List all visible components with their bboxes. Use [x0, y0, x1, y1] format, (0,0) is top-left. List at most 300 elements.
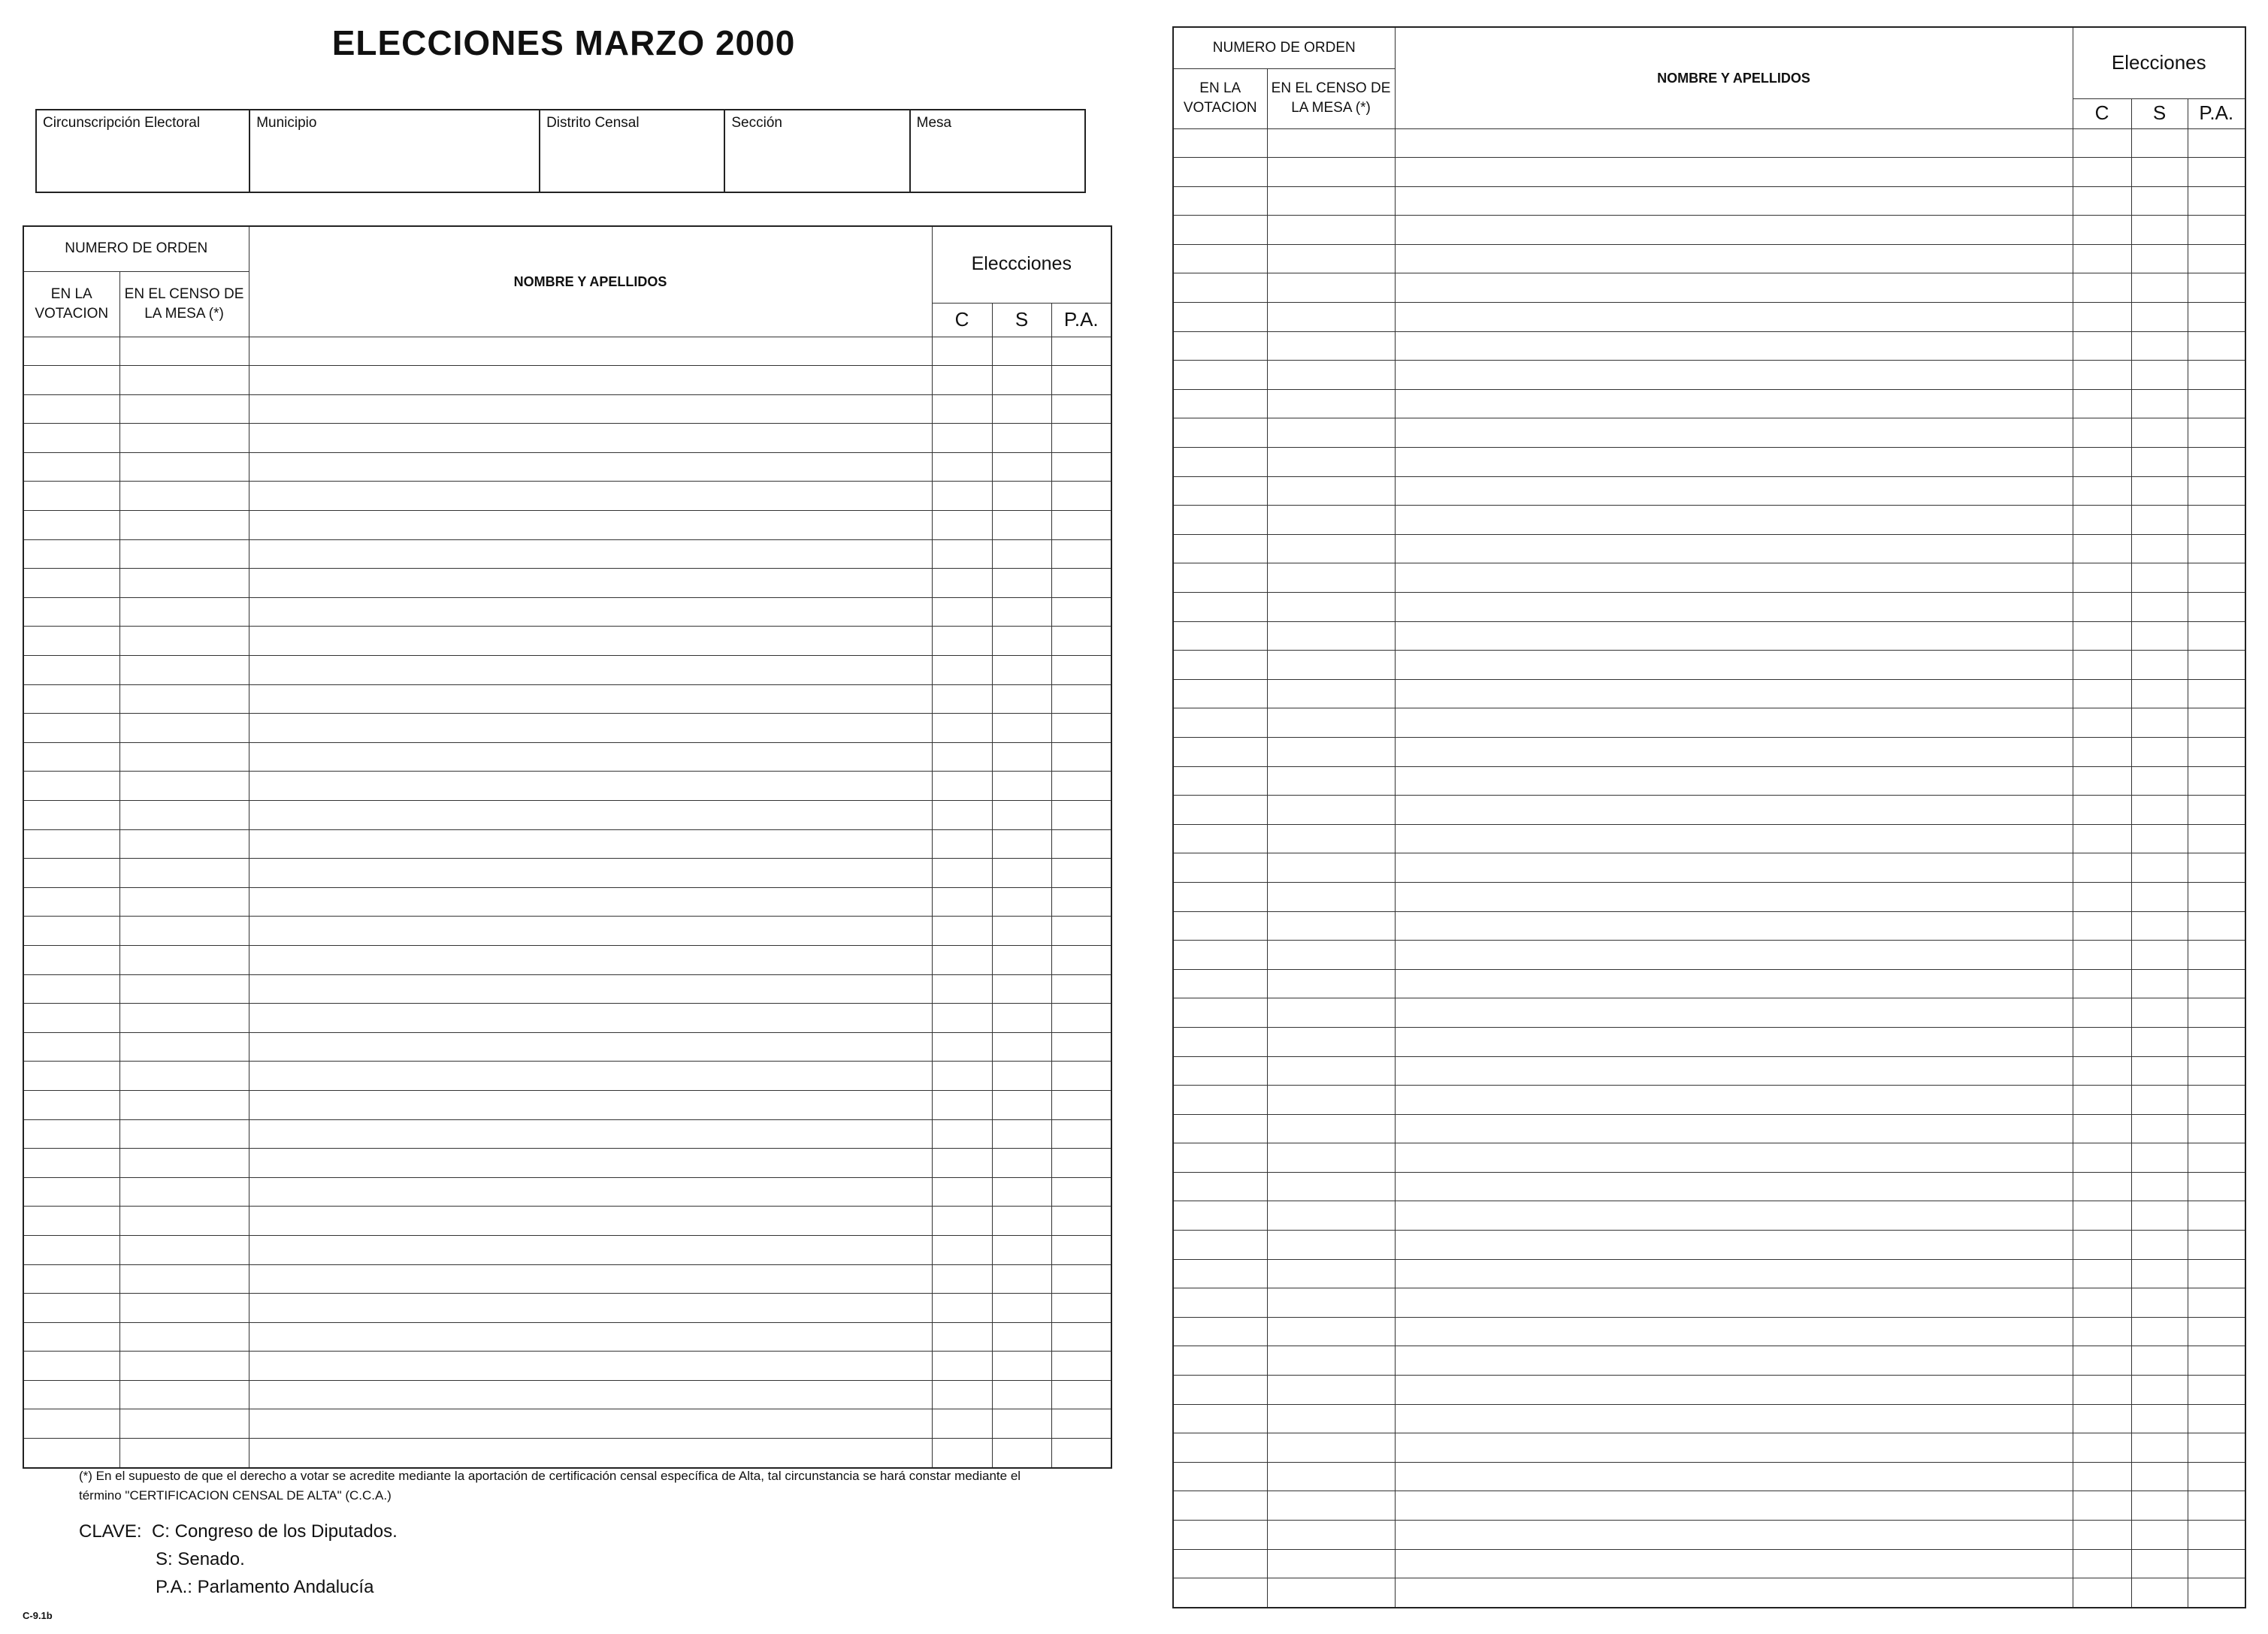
- register-cell[interactable]: [992, 801, 1051, 830]
- register-cell[interactable]: [2073, 128, 2131, 158]
- register-cell[interactable]: [249, 1294, 932, 1323]
- register-cell[interactable]: [932, 945, 992, 974]
- register-cell[interactable]: [2131, 796, 2188, 825]
- register-cell[interactable]: [1173, 1521, 1267, 1550]
- register-cell[interactable]: [119, 1380, 249, 1409]
- register-cell[interactable]: [2188, 1056, 2245, 1086]
- register-cell[interactable]: [2131, 593, 2188, 622]
- register-cell[interactable]: [2188, 506, 2245, 535]
- register-cell[interactable]: [932, 1294, 992, 1323]
- register-cell[interactable]: [1267, 1056, 1395, 1086]
- register-cell[interactable]: [1267, 158, 1395, 187]
- register-cell[interactable]: [119, 829, 249, 859]
- register-cell[interactable]: [1173, 621, 1267, 651]
- register-cell[interactable]: [1395, 1521, 2073, 1550]
- register-cell[interactable]: [2073, 651, 2131, 680]
- register-cell[interactable]: [2073, 563, 2131, 593]
- register-cell[interactable]: [23, 1207, 119, 1236]
- register-cell[interactable]: [2131, 1404, 2188, 1433]
- register-cell[interactable]: [2188, 621, 2245, 651]
- register-cell[interactable]: [1051, 887, 1111, 917]
- register-cell[interactable]: [992, 945, 1051, 974]
- register-cell[interactable]: [2188, 448, 2245, 477]
- register-cell[interactable]: [1267, 216, 1395, 245]
- register-cell[interactable]: [23, 1322, 119, 1352]
- register-cell[interactable]: [2131, 621, 2188, 651]
- register-cell[interactable]: [1051, 1235, 1111, 1264]
- register-cell[interactable]: [1395, 1346, 2073, 1376]
- register-cell[interactable]: [2188, 737, 2245, 766]
- register-cell[interactable]: [1395, 506, 2073, 535]
- register-cell[interactable]: [1173, 418, 1267, 448]
- register-cell[interactable]: [2131, 1027, 2188, 1056]
- register-cell[interactable]: [992, 597, 1051, 627]
- register-cell[interactable]: [1173, 911, 1267, 941]
- register-cell[interactable]: [1173, 766, 1267, 796]
- register-cell[interactable]: [992, 1090, 1051, 1119]
- register-cell[interactable]: [1173, 1376, 1267, 1405]
- register-cell[interactable]: [2188, 1317, 2245, 1346]
- register-cell[interactable]: [119, 482, 249, 511]
- register-cell[interactable]: [2073, 1404, 2131, 1433]
- register-cell[interactable]: [992, 1294, 1051, 1323]
- register-cell[interactable]: [2188, 1231, 2245, 1260]
- register-cell[interactable]: [1173, 998, 1267, 1028]
- register-cell[interactable]: [1267, 824, 1395, 853]
- register-cell[interactable]: [249, 917, 932, 946]
- register-cell[interactable]: [1267, 1578, 1395, 1608]
- register-cell[interactable]: [2131, 506, 2188, 535]
- register-cell[interactable]: [2131, 1433, 2188, 1463]
- register-cell[interactable]: [119, 714, 249, 743]
- register-cell[interactable]: [1395, 969, 2073, 998]
- register-cell[interactable]: [119, 539, 249, 569]
- register-cell[interactable]: [1395, 651, 2073, 680]
- register-cell[interactable]: [932, 1119, 992, 1149]
- register-cell[interactable]: [992, 569, 1051, 598]
- register-cell[interactable]: [992, 394, 1051, 424]
- register-cell[interactable]: [1395, 593, 2073, 622]
- register-cell[interactable]: [1395, 158, 2073, 187]
- register-cell[interactable]: [119, 945, 249, 974]
- register-cell[interactable]: [249, 801, 932, 830]
- register-cell[interactable]: [249, 1004, 932, 1033]
- register-cell[interactable]: [119, 1294, 249, 1323]
- register-cell[interactable]: [1267, 1404, 1395, 1433]
- register-cell[interactable]: [23, 772, 119, 801]
- register-cell[interactable]: [23, 1352, 119, 1381]
- register-cell[interactable]: [249, 539, 932, 569]
- register-cell[interactable]: [2188, 361, 2245, 390]
- register-cell[interactable]: [992, 1235, 1051, 1264]
- register-cell[interactable]: [1173, 1578, 1267, 1608]
- register-cell[interactable]: [2073, 216, 2131, 245]
- register-cell[interactable]: [1173, 941, 1267, 970]
- register-cell[interactable]: [2131, 1578, 2188, 1608]
- register-cell[interactable]: [1395, 1027, 2073, 1056]
- register-cell[interactable]: [1395, 1056, 2073, 1086]
- register-cell[interactable]: [1267, 593, 1395, 622]
- register-cell[interactable]: [1173, 361, 1267, 390]
- register-cell[interactable]: [2188, 1086, 2245, 1115]
- register-cell[interactable]: [1267, 998, 1395, 1028]
- register-cell[interactable]: [249, 1352, 932, 1381]
- register-cell[interactable]: [932, 337, 992, 366]
- register-cell[interactable]: [1051, 945, 1111, 974]
- register-cell[interactable]: [1267, 303, 1395, 332]
- register-cell[interactable]: [23, 569, 119, 598]
- register-cell[interactable]: [1051, 1062, 1111, 1091]
- register-cell[interactable]: [1173, 679, 1267, 708]
- register-cell[interactable]: [1173, 534, 1267, 563]
- register-cell[interactable]: [249, 627, 932, 656]
- register-cell[interactable]: [2073, 824, 2131, 853]
- register-cell[interactable]: [249, 714, 932, 743]
- register-cell[interactable]: [23, 1062, 119, 1091]
- register-cell[interactable]: [932, 887, 992, 917]
- register-cell[interactable]: [2188, 1027, 2245, 1056]
- register-cell[interactable]: [992, 1322, 1051, 1352]
- register-cell[interactable]: [1051, 1352, 1111, 1381]
- register-cell[interactable]: [119, 684, 249, 714]
- register-cell[interactable]: [1051, 714, 1111, 743]
- register-cell[interactable]: [1173, 158, 1267, 187]
- register-cell[interactable]: [1267, 708, 1395, 738]
- register-cell[interactable]: [1267, 1491, 1395, 1521]
- register-cell[interactable]: [1267, 244, 1395, 273]
- register-cell[interactable]: [2131, 158, 2188, 187]
- register-cell[interactable]: [1395, 1143, 2073, 1173]
- register-cell[interactable]: [249, 366, 932, 395]
- register-cell[interactable]: [2073, 361, 2131, 390]
- register-cell[interactable]: [2188, 679, 2245, 708]
- register-cell[interactable]: [2073, 1288, 2131, 1318]
- register-cell[interactable]: [2073, 708, 2131, 738]
- register-cell[interactable]: [2131, 1462, 2188, 1491]
- register-cell[interactable]: [992, 1380, 1051, 1409]
- register-cell[interactable]: [2073, 1376, 2131, 1405]
- register-cell[interactable]: [1051, 772, 1111, 801]
- register-cell[interactable]: [2073, 303, 2131, 332]
- register-cell[interactable]: [2073, 331, 2131, 361]
- register-cell[interactable]: [992, 1264, 1051, 1294]
- register-cell[interactable]: [1267, 853, 1395, 883]
- register-cell[interactable]: [2131, 1231, 2188, 1260]
- register-cell[interactable]: [992, 742, 1051, 772]
- register-cell[interactable]: [1395, 418, 2073, 448]
- register-cell[interactable]: [2131, 1172, 2188, 1201]
- register-cell[interactable]: [2131, 1288, 2188, 1318]
- register-cell[interactable]: [2073, 476, 2131, 506]
- register-cell[interactable]: [1173, 882, 1267, 911]
- register-cell[interactable]: [1051, 656, 1111, 685]
- register-cell[interactable]: [119, 859, 249, 888]
- register-cell[interactable]: [1051, 1380, 1111, 1409]
- register-cell[interactable]: [2073, 796, 2131, 825]
- register-cell[interactable]: [932, 394, 992, 424]
- register-cell[interactable]: [2131, 911, 2188, 941]
- register-cell[interactable]: [932, 1004, 992, 1033]
- register-cell[interactable]: [1395, 1491, 2073, 1521]
- register-cell[interactable]: [119, 1207, 249, 1236]
- register-cell[interactable]: [249, 597, 932, 627]
- register-cell[interactable]: [119, 1439, 249, 1468]
- register-cell[interactable]: [2188, 1549, 2245, 1578]
- register-cell[interactable]: [23, 714, 119, 743]
- register-cell[interactable]: [119, 627, 249, 656]
- register-cell[interactable]: [932, 1352, 992, 1381]
- register-cell[interactable]: [1173, 1404, 1267, 1433]
- register-cell[interactable]: [249, 1380, 932, 1409]
- register-cell[interactable]: [119, 887, 249, 917]
- register-cell[interactable]: [2131, 244, 2188, 273]
- register-cell[interactable]: [1395, 186, 2073, 216]
- register-cell[interactable]: [1051, 394, 1111, 424]
- register-cell[interactable]: [1267, 331, 1395, 361]
- register-cell[interactable]: [2131, 1376, 2188, 1405]
- register-cell[interactable]: [2131, 824, 2188, 853]
- register-cell[interactable]: [249, 742, 932, 772]
- register-cell[interactable]: [1051, 859, 1111, 888]
- register-cell[interactable]: [119, 1235, 249, 1264]
- register-cell[interactable]: [1267, 882, 1395, 911]
- register-cell[interactable]: [992, 1207, 1051, 1236]
- register-cell[interactable]: [2073, 1521, 2131, 1550]
- register-cell[interactable]: [2188, 969, 2245, 998]
- register-cell[interactable]: [1173, 593, 1267, 622]
- register-cell[interactable]: [2188, 534, 2245, 563]
- register-cell[interactable]: [249, 394, 932, 424]
- register-cell[interactable]: [932, 829, 992, 859]
- register-cell[interactable]: [1395, 534, 2073, 563]
- register-cell[interactable]: [932, 452, 992, 482]
- register-cell[interactable]: [2073, 534, 2131, 563]
- register-cell[interactable]: [992, 656, 1051, 685]
- register-cell[interactable]: [2131, 331, 2188, 361]
- register-cell[interactable]: [1395, 476, 2073, 506]
- register-cell[interactable]: [932, 1090, 992, 1119]
- register-cell[interactable]: [1173, 128, 1267, 158]
- register-cell[interactable]: [2073, 1027, 2131, 1056]
- register-cell[interactable]: [2188, 1114, 2245, 1143]
- register-cell[interactable]: [992, 684, 1051, 714]
- register-cell[interactable]: [2188, 1259, 2245, 1288]
- register-cell[interactable]: [1395, 389, 2073, 418]
- register-cell[interactable]: [1395, 361, 2073, 390]
- register-cell[interactable]: [2188, 1346, 2245, 1376]
- register-cell[interactable]: [249, 569, 932, 598]
- register-cell[interactable]: [2131, 998, 2188, 1028]
- register-cell[interactable]: [1267, 796, 1395, 825]
- register-cell[interactable]: [1267, 969, 1395, 998]
- register-cell[interactable]: [249, 887, 932, 917]
- register-cell[interactable]: [992, 829, 1051, 859]
- register-cell[interactable]: [1051, 597, 1111, 627]
- register-cell[interactable]: [23, 801, 119, 830]
- register-cell[interactable]: [249, 1119, 932, 1149]
- register-cell[interactable]: [992, 511, 1051, 540]
- register-cell[interactable]: [1395, 941, 2073, 970]
- register-cell[interactable]: [2073, 158, 2131, 187]
- register-cell[interactable]: [1395, 796, 2073, 825]
- register-cell[interactable]: [1267, 621, 1395, 651]
- register-cell[interactable]: [932, 1439, 992, 1468]
- register-cell[interactable]: [249, 511, 932, 540]
- register-cell[interactable]: [932, 627, 992, 656]
- register-cell[interactable]: [2188, 593, 2245, 622]
- register-cell[interactable]: [1267, 476, 1395, 506]
- register-cell[interactable]: [992, 627, 1051, 656]
- register-cell[interactable]: [932, 656, 992, 685]
- register-cell[interactable]: [1395, 563, 2073, 593]
- register-cell[interactable]: [1173, 448, 1267, 477]
- register-cell[interactable]: [2073, 418, 2131, 448]
- register-cell[interactable]: [2073, 273, 2131, 303]
- register-cell[interactable]: [119, 1322, 249, 1352]
- register-cell[interactable]: [1395, 824, 2073, 853]
- register-cell[interactable]: [2131, 128, 2188, 158]
- register-cell[interactable]: [1395, 1172, 2073, 1201]
- register-cell[interactable]: [1395, 273, 2073, 303]
- register-cell[interactable]: [2073, 506, 2131, 535]
- register-cell[interactable]: [23, 742, 119, 772]
- register-cell[interactable]: [1051, 1119, 1111, 1149]
- register-cell[interactable]: [1267, 651, 1395, 680]
- register-cell[interactable]: [249, 829, 932, 859]
- register-cell[interactable]: [2131, 969, 2188, 998]
- register-cell[interactable]: [992, 1004, 1051, 1033]
- register-cell[interactable]: [2131, 216, 2188, 245]
- field-municipio[interactable]: Municipio: [250, 110, 540, 192]
- register-cell[interactable]: [119, 801, 249, 830]
- register-cell[interactable]: [1173, 563, 1267, 593]
- register-cell[interactable]: [23, 1004, 119, 1033]
- register-cell[interactable]: [1267, 737, 1395, 766]
- register-cell[interactable]: [932, 539, 992, 569]
- register-cell[interactable]: [23, 539, 119, 569]
- register-cell[interactable]: [249, 1409, 932, 1439]
- register-cell[interactable]: [1267, 911, 1395, 941]
- register-cell[interactable]: [1267, 448, 1395, 477]
- register-cell[interactable]: [932, 569, 992, 598]
- register-cell[interactable]: [1051, 539, 1111, 569]
- register-cell[interactable]: [23, 1409, 119, 1439]
- register-cell[interactable]: [23, 1380, 119, 1409]
- register-cell[interactable]: [1051, 1409, 1111, 1439]
- register-cell[interactable]: [1173, 303, 1267, 332]
- register-cell[interactable]: [119, 917, 249, 946]
- register-cell[interactable]: [2188, 1433, 2245, 1463]
- register-cell[interactable]: [2131, 1201, 2188, 1231]
- register-cell[interactable]: [2073, 853, 2131, 883]
- register-cell[interactable]: [1051, 742, 1111, 772]
- field-circunscripcion[interactable]: Circunscripción Electoral: [37, 110, 250, 192]
- register-cell[interactable]: [249, 684, 932, 714]
- register-cell[interactable]: [2188, 1143, 2245, 1173]
- register-cell[interactable]: [119, 424, 249, 453]
- register-cell[interactable]: [119, 1352, 249, 1381]
- register-cell[interactable]: [1395, 1549, 2073, 1578]
- register-cell[interactable]: [2073, 1231, 2131, 1260]
- register-cell[interactable]: [249, 1235, 932, 1264]
- register-cell[interactable]: [1173, 1259, 1267, 1288]
- register-cell[interactable]: [2188, 303, 2245, 332]
- register-cell[interactable]: [2073, 1433, 2131, 1463]
- register-cell[interactable]: [249, 974, 932, 1004]
- register-cell[interactable]: [932, 1032, 992, 1062]
- register-cell[interactable]: [2188, 216, 2245, 245]
- register-cell[interactable]: [249, 482, 932, 511]
- register-cell[interactable]: [2073, 998, 2131, 1028]
- register-cell[interactable]: [1173, 1433, 1267, 1463]
- register-cell[interactable]: [2131, 1143, 2188, 1173]
- register-cell[interactable]: [1395, 1114, 2073, 1143]
- register-cell[interactable]: [23, 366, 119, 395]
- register-cell[interactable]: [932, 1264, 992, 1294]
- register-cell[interactable]: [1267, 679, 1395, 708]
- field-distrito-censal[interactable]: Distrito Censal: [540, 110, 725, 192]
- register-cell[interactable]: [249, 1264, 932, 1294]
- register-cell[interactable]: [23, 597, 119, 627]
- register-cell[interactable]: [1173, 969, 1267, 998]
- register-cell[interactable]: [1395, 998, 2073, 1028]
- register-cell[interactable]: [119, 569, 249, 598]
- register-cell[interactable]: [932, 1207, 992, 1236]
- register-cell[interactable]: [119, 1004, 249, 1033]
- register-cell[interactable]: [2073, 186, 2131, 216]
- register-cell[interactable]: [1051, 452, 1111, 482]
- register-cell[interactable]: [2073, 1143, 2131, 1173]
- register-cell[interactable]: [119, 1032, 249, 1062]
- register-cell[interactable]: [2073, 882, 2131, 911]
- register-cell[interactable]: [23, 656, 119, 685]
- register-cell[interactable]: [119, 1119, 249, 1149]
- register-cell[interactable]: [1173, 331, 1267, 361]
- register-cell[interactable]: [1395, 128, 2073, 158]
- register-cell[interactable]: [1051, 1439, 1111, 1468]
- register-cell[interactable]: [1395, 244, 2073, 273]
- register-cell[interactable]: [992, 887, 1051, 917]
- register-cell[interactable]: [2131, 737, 2188, 766]
- register-cell[interactable]: [2073, 1056, 2131, 1086]
- register-cell[interactable]: [1173, 1201, 1267, 1231]
- register-cell[interactable]: [249, 1322, 932, 1352]
- register-cell[interactable]: [1395, 766, 2073, 796]
- register-cell[interactable]: [1173, 1346, 1267, 1376]
- register-cell[interactable]: [2131, 1114, 2188, 1143]
- register-cell[interactable]: [23, 974, 119, 1004]
- register-cell[interactable]: [932, 714, 992, 743]
- register-cell[interactable]: [1051, 1090, 1111, 1119]
- register-cell[interactable]: [1395, 1288, 2073, 1318]
- register-cell[interactable]: [2073, 1172, 2131, 1201]
- register-cell[interactable]: [119, 1149, 249, 1178]
- register-cell[interactable]: [2131, 708, 2188, 738]
- register-cell[interactable]: [1395, 1433, 2073, 1463]
- register-cell[interactable]: [932, 684, 992, 714]
- register-cell[interactable]: [1395, 1578, 2073, 1608]
- field-mesa[interactable]: Mesa: [916, 115, 952, 131]
- register-cell[interactable]: [2073, 1317, 2131, 1346]
- register-cell[interactable]: [23, 1264, 119, 1294]
- register-cell[interactable]: [2188, 331, 2245, 361]
- register-cell[interactable]: [1173, 651, 1267, 680]
- register-cell[interactable]: [1395, 853, 2073, 883]
- register-cell[interactable]: [23, 394, 119, 424]
- register-cell[interactable]: [1173, 1114, 1267, 1143]
- register-cell[interactable]: [1173, 853, 1267, 883]
- register-cell[interactable]: [992, 1439, 1051, 1468]
